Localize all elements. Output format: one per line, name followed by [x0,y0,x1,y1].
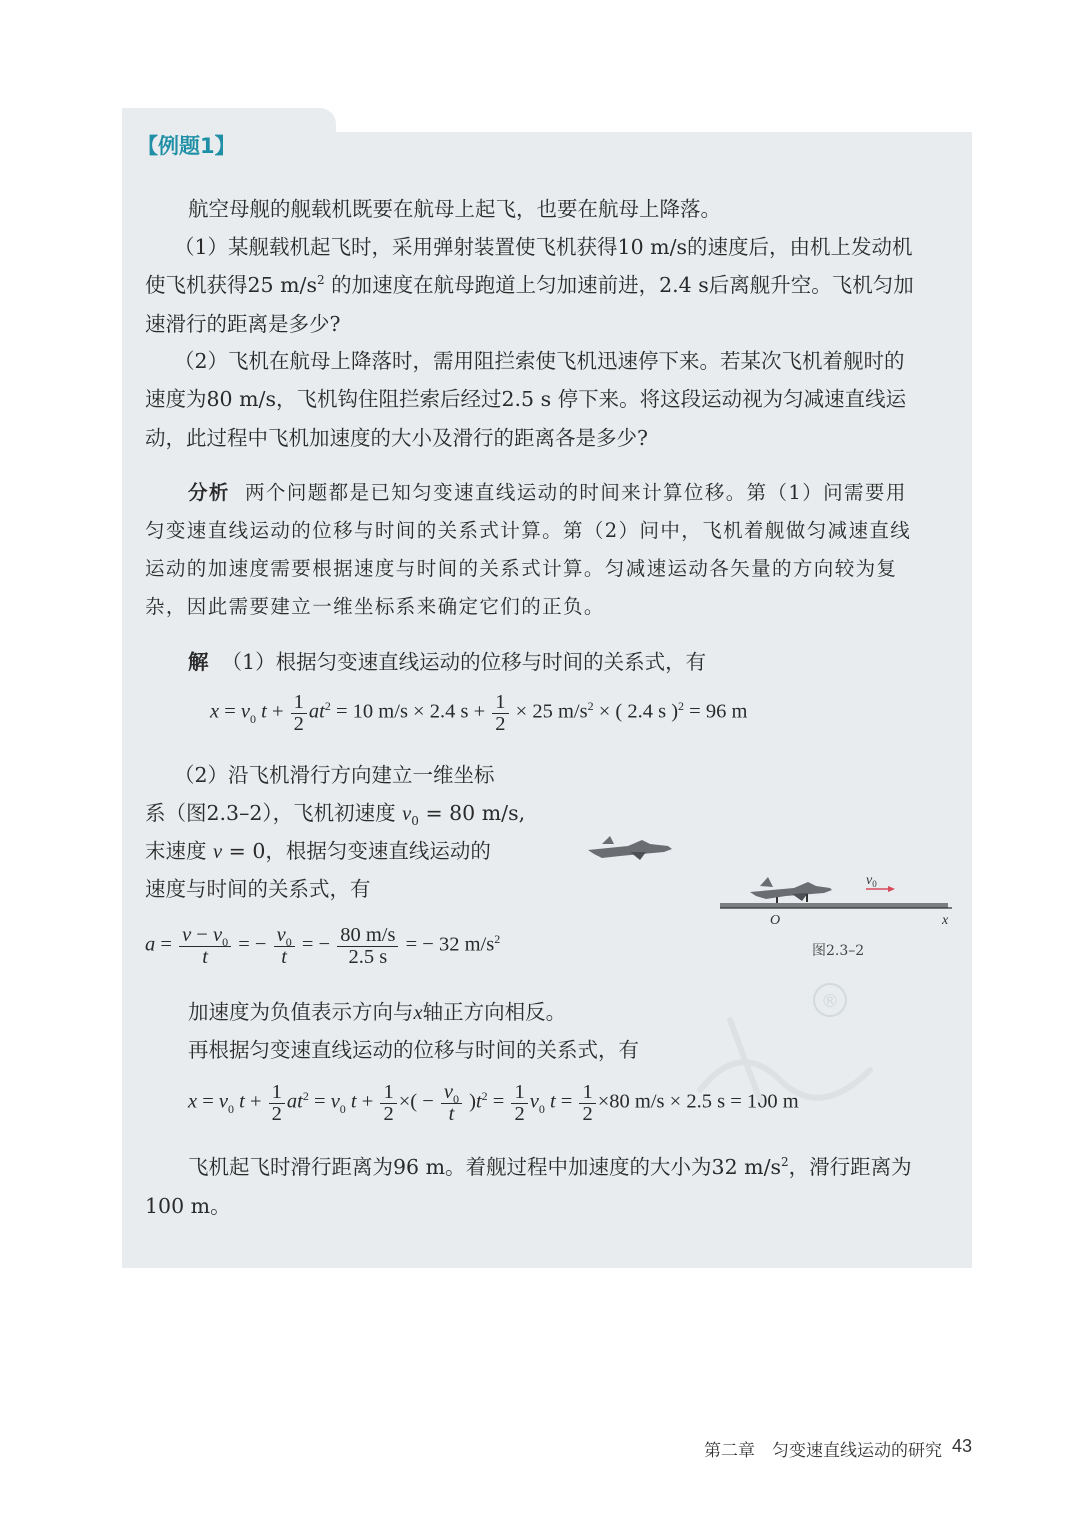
analysis-line2: 匀变速直线运动的位移与时间的关系式计算。第（2）问中，飞机着舰做匀减速直线 [145,519,912,542]
problem-part1-line2: 使飞机获得25 $m/s^2$ 的加速度在航母跑道上匀加速前进，2.4 s后离舰升空。飞机匀加 [145,273,914,297]
figure-caption: 图2.3–2 [812,943,865,959]
page-number: 43 [952,1436,973,1456]
figure-coordinate-system [580,830,960,930]
analysis-line4: 杂，因此需要建立一维坐标系来确定它们的正负。 [145,595,605,618]
analysis-label: 分析 [188,481,230,504]
solution-label: 解 [188,650,209,674]
solution-line1: 解 （1）根据匀变速直线运动的位移与时间的关系式，有 [188,650,707,674]
answer-line2: 100 m。 [145,1194,231,1218]
publisher-watermark [690,980,880,1110]
problem-part2-line3: 动，此过程中飞机加速度的大小及滑行的距离各是多少? [145,426,648,450]
velocity-arrowhead [888,886,895,892]
solution-part2-line2: 系（图2.3–2），飞机初速度 $v_0 = 80$ m/s, [145,801,526,829]
velocity-label: $v_0$ [866,873,877,889]
solution-part2-line3: 末速度 v = 0，根据匀变速直线运动的 [145,839,491,863]
problem-part2-line2: 速度为80 m/s，飞机钩住阻拦索后经过2.5 s 停下来。将这段运动视为匀减速直线运 [145,387,907,411]
equation-acceleration: a = $\frac{v - v_0}{t}$ = − $\frac{v_0}{t}$ = − $\frac{80 m/s}{2.5 s}$ = − 32 $m/s^2$ [145,924,501,968]
solution-part2-line4: 速度与时间的关系式，有 [145,877,371,901]
deck-surface [720,903,948,908]
axis-label-x: x [942,913,949,928]
solution-negative-note: 加速度为负值表示方向与x轴正方向相反。 [188,1000,567,1024]
origin-label: O [770,913,781,928]
problem-part2-line1: （2）飞机在航母上降落时，需用阻拦索使飞机迅速停下来。若某次飞机着舰时的 [174,349,905,373]
example-title: 【例题1】 [137,134,236,158]
equation-displacement-2: $x = v_0$ t + $\frac{1}{2}$ $at^2 = v_0$ t + $\frac{1}{2}$ ×( − $\frac{v_0}{t}$ )$t^2$ = $\frac{1}{2}$ $v_0$ t = $\frac{1}{2}$ ×80 m/s × 2.5 s = 100 m [188,1081,799,1125]
answer-line1: 飞机起飞时滑行距离为96 m。着舰过程中加速度的大小为32 $m/s^2$，滑行距离为 [188,1155,912,1179]
footer-chapter: 第二章 匀变速直线运动的研究 [704,1441,942,1461]
equation-displacement-1: $x = v_0$ t + $\frac{1}{2}$ $at^2 = 10$ m/s × 2.4 s + $\frac{1}{2}$ × 25 $m/s^2$ × ( 2.4 s )$^2$ = 96 m [210,691,748,735]
solution-part2-line1: （2）沿飞机滑行方向建立一维坐标 [174,763,495,787]
problem-part1-line1: （1）某舰载机起飞时，采用弹射装置使飞机获得10 m/s的速度后，由机上发动机 [174,235,913,259]
svg-text:®: ® [821,991,839,1012]
analysis-line1: 分析 两个问题都是已知匀变速直线运动的时间来计算位移。第（1）问需要用 [188,481,907,504]
jet-upper-icon [588,836,672,860]
problem-part1-line3: 速滑行的距离是多少? [145,312,341,336]
solution-again: 再根据匀变速直线运动的位移与时间的关系式，有 [188,1038,639,1062]
analysis-line3: 运动的加速度需要根据速度与时间的关系式计算。匀减速运动各矢量的方向较为复 [145,557,898,580]
jet-deck-icon [750,877,832,903]
problem-intro: 航空母舰的舰载机既要在航母上起飞，也要在航母上降落。 [188,197,721,221]
